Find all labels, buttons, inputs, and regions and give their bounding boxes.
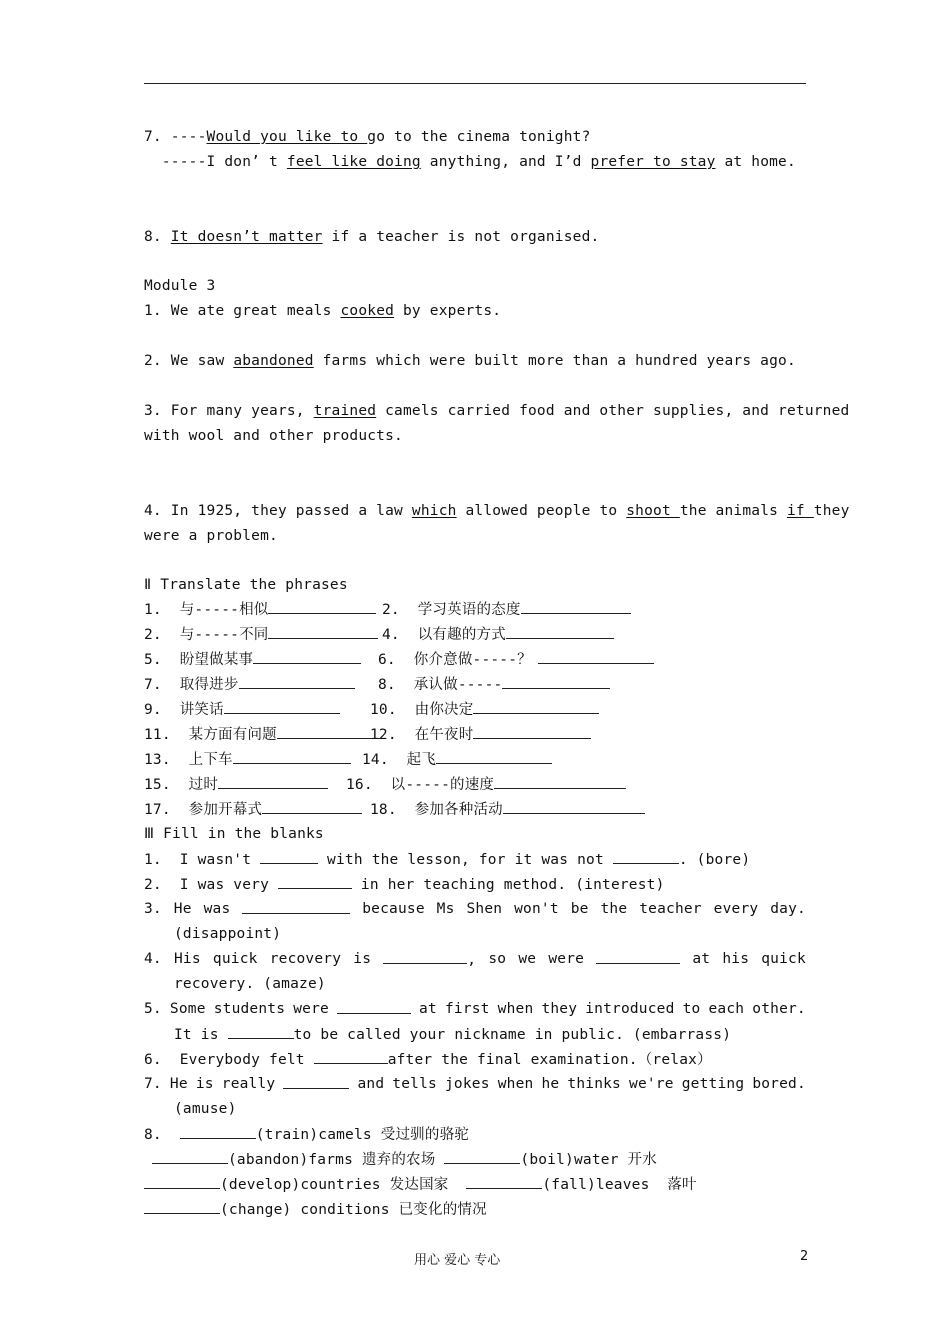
phrase-row: 9. 讲笑话 (144, 700, 340, 719)
module-3-sentence-3-cont: with wool and other products. (144, 428, 403, 444)
phrase-row: 17. 参加开幕式 (144, 800, 362, 819)
fill-blank-7-cont: (amuse) (174, 1101, 237, 1117)
fill-blank-4: 4. His quick recovery is , so we were at his quick (144, 951, 806, 968)
fill-blank-8-row-4: (change) conditions 已变化的情况 (144, 1200, 487, 1219)
fill-blank-3-cont: (disappoint) (174, 926, 282, 942)
module-3-sentence-3: 3. For many years, trained camels carried food and other supplies, and returned (144, 403, 850, 419)
section-3-heading: Ⅲ Fill in the blanks (144, 826, 324, 842)
header-rule (144, 83, 806, 84)
module-3-sentence-1: 1. We ate great meals cooked by experts. (144, 303, 502, 319)
phrase-row: 15. 过时 (144, 775, 328, 794)
section-2-heading: Ⅱ Translate the phrases (144, 577, 348, 593)
module-3-sentence-2: 2. We saw abandoned farms which were built more than a hundred years ago. (144, 353, 796, 369)
fill-blank-1: 1. I wasn't with the lesson, for it was not . (bore) (144, 852, 751, 868)
module-3-sentence-4-cont: were a problem. (144, 528, 278, 544)
phrase-row-right: 16. 以-----的速度 (346, 775, 626, 794)
phrase-row-right: 8. 承认做----- (378, 675, 610, 694)
fill-blank-7: 7. He is really and tells jokes when he thinks we're getting bored. (144, 1076, 806, 1092)
fill-blank-3: 3. He was because Ms Shen won't be the teacher every day. (144, 901, 806, 917)
phrase-row: 7. 取得进步 (144, 675, 355, 694)
fill-blank-8: 8. (train)camels 受过驯的骆驼 (144, 1127, 469, 1143)
phrase-row: 11. 某方面有问题 (144, 725, 383, 744)
phrase-row-right: 18. 参加各种活动 (370, 800, 645, 819)
phrase-row-right: 2. 学习英语的态度 (382, 600, 631, 619)
fill-blank-4-cont: recovery. (amaze) (174, 976, 326, 992)
fill-blank-6: 6. Everybody felt after the final examination.（relax） (144, 1052, 712, 1068)
phrase-row-right: 6. 你介意做-----？ (378, 650, 654, 669)
fill-blank-8-row-3: (develop)countries 发达国家 (fall)leaves 落叶 (144, 1175, 697, 1194)
question-7-line-2: -----I don’ t feel like doing anything, and I’d prefer to stay at home. (144, 154, 796, 170)
phrase-row: 2. 与-----不同 (144, 625, 378, 644)
fill-blank-2: 2. I was very in her teaching method. (interest) (144, 877, 665, 893)
page-number: 2 (800, 1249, 809, 1264)
phrase-row-right: 12. 在午夜时 (370, 725, 591, 744)
phrase-row: 5. 盼望做某事 (144, 650, 361, 669)
module-3-heading: Module 3 (144, 278, 216, 294)
phrase-row: 13. 上下车 (144, 750, 351, 769)
fill-blank-8-row-2: (abandon)farms 遗弃的农场 (boil)water 开水 (152, 1150, 657, 1169)
module-3-sentence-4: 4. In 1925, they passed a law which allowed people to shoot the animals if they (144, 503, 850, 519)
phrase-row-right: 10. 由你决定 (370, 700, 599, 719)
fill-blank-5-cont: It is to be called your nickname in public. (embarrass) (174, 1027, 732, 1043)
phrase-row-right: 14. 起飞 (362, 750, 552, 769)
question-7-line-1: 7. ----Would you like to go to the cinema tonight? (144, 129, 591, 145)
question-8: 8. It doesn’t matter if a teacher is not organised. (144, 229, 600, 245)
fill-blank-5: 5. Some students were at first when they introduced to each other. (144, 1001, 806, 1017)
phrase-row: 1. 与-----相似 (144, 600, 376, 619)
phrase-row-right: 4. 以有趣的方式 (382, 625, 614, 644)
footer-motto: 用心 爱心 专心 (414, 1253, 501, 1268)
